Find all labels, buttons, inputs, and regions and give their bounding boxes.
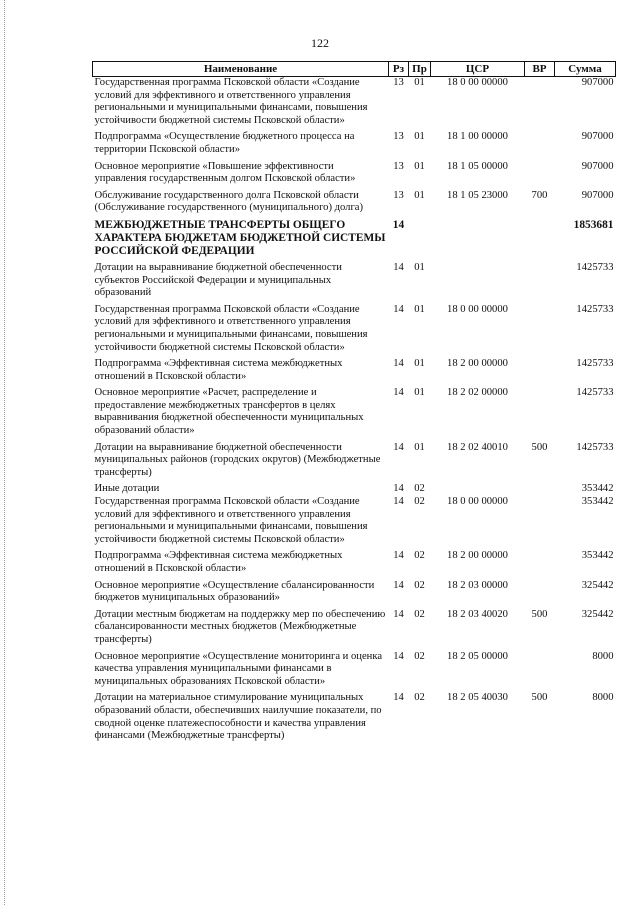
row-sum: 907000	[581, 160, 614, 172]
table-row	[93, 609, 616, 651]
table-row	[93, 550, 616, 579]
row-name: Подпрограмма «Эффективная система межбюджетных отношений в Псковской области»	[94, 550, 343, 574]
row-name: Государственная программа Псковской области «Создание условий для эффективного и ответственного управления региональными и муниципальными финансами, повышения устойчивости бюджетной системы Псковской области»	[94, 496, 368, 545]
row-csr: 18 2 00 00000	[447, 550, 508, 562]
table-row	[93, 483, 616, 496]
row-vr	[525, 651, 555, 693]
row-pr: 01	[414, 189, 425, 201]
row-pr	[409, 219, 431, 262]
row-vr: 500	[531, 441, 548, 453]
row-rz: 13	[393, 77, 404, 88]
row-csr: 18 1 05 00000	[447, 160, 508, 172]
row-sum: 1425733	[576, 261, 614, 273]
table-row	[93, 692, 616, 746]
row-csr: 18 2 00 00000	[447, 358, 508, 370]
row-sum: 353442	[581, 483, 614, 495]
row-pr: 02	[414, 550, 425, 562]
row-sum: 907000	[581, 77, 614, 88]
row-pr: 02	[414, 692, 425, 704]
row-csr: 18 0 00 00000	[447, 303, 508, 315]
table-row	[93, 651, 616, 693]
row-vr	[525, 387, 555, 441]
row-vr: 500	[531, 692, 548, 704]
row-csr: 18 2 02 40010	[447, 441, 508, 453]
row-csr: 18 0 00 00000	[447, 77, 508, 88]
row-vr: 500	[531, 608, 548, 620]
row-sum: 1425733	[576, 303, 614, 315]
table-row-section-heading	[93, 219, 616, 262]
section-heading: МЕЖБЮДЖЕТНЫЕ ТРАНСФЕРТЫ ОБЩЕГО ХАРАКТЕРА БЮДЖЕТАМ БЮДЖЕТНОЙ СИСТЕМЫ РОССИЙСКОЙ ФЕДЕРАЦИИ	[94, 218, 386, 257]
header-csr: ЦСР	[431, 62, 525, 77]
row-sum: 1425733	[576, 441, 614, 453]
row-sum: 353442	[581, 550, 614, 562]
row-pr: 01	[414, 303, 425, 315]
row-name: Дотации на выравнивание бюджетной обеспеченности муниципальных районов (городских округов) (Межбюджетные трансферты)	[94, 441, 381, 478]
row-name: Основное мероприятие «Расчет, распределение и предоставление межбюджетных трансфертов в целях выравнивания бюджетной обеспеченности муниципальных образований области»	[94, 387, 364, 437]
row-pr: 02	[414, 483, 425, 495]
row-name: Основное мероприятие «Повышение эффективности управления государственным долгом Псковской области»	[94, 160, 356, 185]
row-name: Основное мероприятие «Осуществление сбалансированности бюджетов муниципальных образований»	[94, 579, 375, 604]
row-pr: 01	[414, 160, 425, 172]
row-name: Основное мероприятие «Осуществление мониторинга и оценка качества управления муниципальными финансами в муниципальных образованиях Псковской области»	[94, 650, 383, 687]
header-rz: Рз	[389, 62, 409, 77]
row-sum: 1425733	[576, 358, 614, 370]
row-vr	[525, 219, 555, 262]
row-csr	[431, 483, 525, 496]
row-vr	[525, 550, 555, 579]
table-row	[93, 77, 616, 132]
row-name: Обслуживание государственного долга Псковской области (Обслуживание государственного (муниципального) долга)	[94, 189, 364, 214]
header-vr: ВР	[525, 62, 555, 77]
row-csr: 18 2 03 40020	[447, 608, 508, 620]
row-rz: 14	[393, 441, 404, 453]
row-pr: 01	[414, 358, 425, 370]
row-sum: 907000	[581, 131, 614, 143]
row-csr: 18 2 03 00000	[447, 579, 508, 591]
row-vr	[525, 483, 555, 496]
row-vr	[525, 496, 555, 550]
budget-table	[92, 61, 616, 747]
row-sum: 325442	[581, 579, 614, 591]
row-pr: 01	[414, 441, 425, 453]
table-row	[93, 496, 616, 550]
row-sum: 325442	[581, 608, 614, 620]
row-pr: 01	[414, 387, 425, 399]
row-rz: 13	[393, 160, 404, 172]
header-pr: Пр	[409, 62, 431, 77]
row-csr	[431, 262, 525, 304]
table-row	[93, 131, 616, 160]
row-rz: 14	[393, 579, 404, 591]
table-row	[93, 161, 616, 190]
row-pr: 02	[414, 496, 425, 508]
row-vr	[525, 304, 555, 358]
row-vr	[525, 262, 555, 304]
row-rz: 14	[393, 261, 404, 273]
row-csr: 18 0 00 00000	[447, 496, 508, 508]
row-rz: 14	[393, 303, 404, 315]
row-rz: 14	[393, 608, 404, 620]
row-rz: 14	[393, 650, 404, 662]
row-csr: 18 2 02 00000	[447, 387, 508, 399]
table-row	[93, 358, 616, 387]
header-sum: Сумма	[555, 62, 616, 77]
row-name: Государственная программа Псковской области «Создание условий для эффективного и ответственного управления региональными и муниципальными финансами, повышения устойчивости бюджетной системы Псковской области»	[94, 303, 368, 353]
row-sum: 8000	[592, 650, 614, 662]
table-row	[93, 190, 616, 219]
page-number: 122	[311, 36, 329, 50]
row-sum: 8000	[592, 692, 614, 704]
row-vr	[525, 77, 555, 132]
row-name: Подпрограмма «Эффективная система межбюджетных отношений в Псковской области»	[94, 358, 343, 382]
row-rz: 13	[393, 189, 404, 201]
row-rz: 14	[393, 387, 404, 399]
row-pr: 02	[414, 579, 425, 591]
row-sum: 353442	[581, 496, 614, 508]
row-vr	[525, 358, 555, 387]
row-vr	[525, 131, 555, 160]
row-vr	[525, 580, 555, 609]
scan-edge-line	[4, 0, 6, 905]
row-rz: 14	[392, 218, 405, 231]
table-row	[93, 262, 616, 304]
row-pr: 01	[414, 77, 425, 88]
row-name: Государственная программа Псковской области «Создание условий для эффективного и ответственного управления региональными и муниципальными финансами, повышения устойчивости бюджетной системы Псковской области»	[94, 77, 368, 126]
row-sum: 907000	[581, 189, 614, 201]
table-row	[93, 580, 616, 609]
row-csr: 18 2 05 00000	[447, 650, 508, 662]
row-rz: 14	[393, 358, 404, 370]
row-rz: 14	[393, 496, 404, 508]
row-csr	[431, 219, 525, 262]
table-row	[93, 442, 616, 484]
header-name: Наименование	[93, 62, 389, 77]
row-name: Дотации на материальное стимулирование муниципальных образований области, обеспечивших наилучшие показатели, по сводной оценке платежеспособности и качества управления финансами (Межбюджетные трансферты)	[94, 692, 382, 742]
row-vr	[525, 161, 555, 190]
row-name: Иные дотации	[94, 483, 160, 495]
row-csr: 18 1 00 00000	[447, 131, 508, 143]
row-pr: 01	[414, 131, 425, 143]
row-sum: 1425733	[576, 387, 614, 399]
row-csr: 18 1 05 23000	[447, 189, 508, 201]
row-pr: 01	[414, 261, 425, 273]
row-name: Дотации местным бюджетам на поддержку мер по обеспечению сбалансированности местных бюджетов (Межбюджетные трансферты)	[94, 608, 386, 645]
row-pr: 02	[414, 608, 425, 620]
row-vr: 700	[531, 189, 548, 201]
row-pr: 02	[414, 650, 425, 662]
row-rz: 14	[393, 483, 404, 495]
row-csr: 18 2 05 40030	[447, 692, 508, 704]
table-header-row	[93, 62, 616, 77]
row-name: Дотации на выравнивание бюджетной обеспеченности субъектов Российской Федерации и муниципальных образований	[94, 261, 342, 299]
row-rz: 14	[393, 692, 404, 704]
row-rz: 13	[393, 131, 404, 143]
row-name: Подпрограмма «Осуществление бюджетного процесса на территории Псковской области»	[94, 131, 355, 155]
row-sum: 1853681	[573, 218, 614, 231]
table-row	[93, 304, 616, 358]
table-row	[93, 387, 616, 441]
row-rz: 14	[393, 550, 404, 562]
